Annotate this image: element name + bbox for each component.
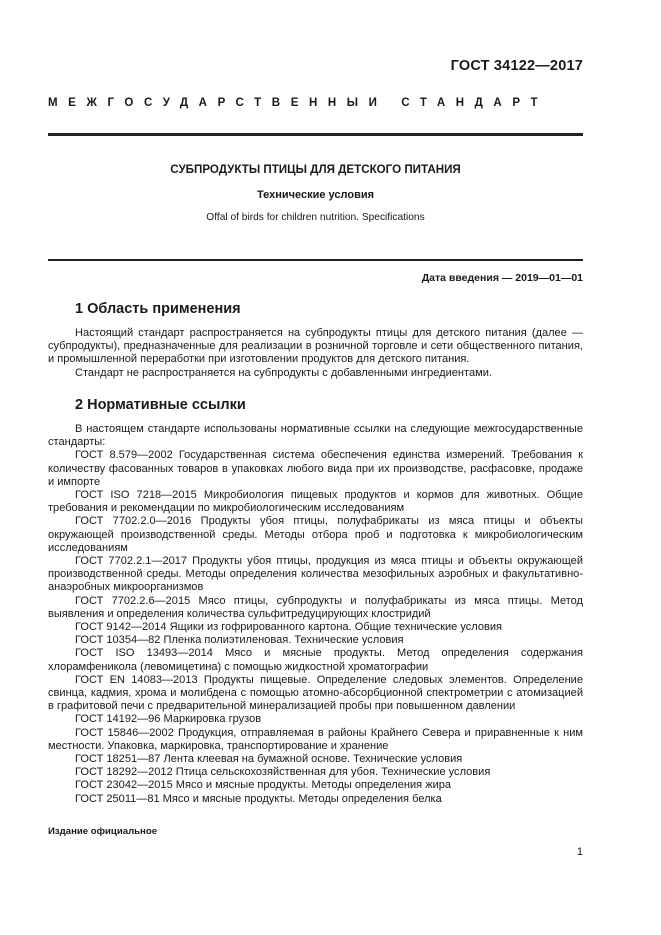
section-heading: 2 Нормативные ссылки xyxy=(75,397,246,413)
reference-item: ГОСТ ISO 13493—2014 Мясо и мясные продукты. Метод определения содержания хлорамфеникола (левомицетина) с помощью жидкостной хроматографии xyxy=(48,647,583,673)
reference-item: ГОСТ 10354—82 Пленка полиэтиленовая. Технические условия xyxy=(75,634,404,647)
reference-item: ГОСТ 7702.2.1—2017 Продукты убоя птицы, продукция из мяса птицы и объекты окружающей производственной среды. Методы определения количества мезофильных аэробных и факультативно-анаэробных микроорганизмов xyxy=(48,555,583,594)
official-edition-note: Издание официальное xyxy=(48,826,158,837)
reference-item: ГОСТ 18251—87 Лента клеевая на бумажной основе. Технические условия xyxy=(75,753,463,766)
interstate-standard-banner: МЕЖГОСУДАРСТВЕННЫЙ СТАНДАРТ xyxy=(48,97,549,109)
page-number: 1 xyxy=(576,846,583,858)
reference-item: ГОСТ 23042—2015 Мясо и мясные продукты. Методы определения жира xyxy=(75,779,452,792)
section-scope xyxy=(48,300,583,380)
paragraph: Стандарт не распространяется на субпродукты с добавленными ингредиентами. xyxy=(75,366,492,379)
paragraph: В настоящем стандарте использованы нормативные ссылки на следующие межгосударственные стандарты: xyxy=(48,423,583,449)
document-subtitle: Технические условия xyxy=(256,189,375,201)
title-rule xyxy=(48,259,583,261)
reference-item: ГОСТ ISO 7218—2015 Микробиология пищевых продуктов и кормов для животных. Общие требования и рекомендации по микробиологическим исследованиям xyxy=(48,489,583,515)
section-normative-references xyxy=(48,396,583,806)
reference-item: ГОСТ 7702.2.0—2016 Продукты убоя птицы, полуфабрикаты из мяса птицы и объекты окружающей производственной среды. Методы отбора проб и подготовка к микробиологическим исследованиям xyxy=(48,515,583,554)
section-heading: 1 Область применения xyxy=(75,301,241,317)
reference-item: ГОСТ 15846—2002 Продукция, отправляемая в районы Крайнего Севера и приравненные к ним местности. Упаковка, маркировка, транспортирование и хранение xyxy=(48,726,583,752)
document-title: СУБПРОДУКТЫ ПТИЦЫ ДЛЯ ДЕТСКОГО ПИТАНИЯ xyxy=(170,163,461,176)
reference-item: ГОСТ 7702.2.6—2015 Мясо птицы, субпродукты и полуфабрикаты из мяса птицы. Метод выявления и определения количества сульфитредуцирующих клостридий xyxy=(48,594,583,620)
reference-item: ГОСТ 14192—96 Маркировка грузов xyxy=(75,713,262,726)
reference-item: ГОСТ 18292—2012 Птица сельскохозяйственная для убоя. Технические условия xyxy=(75,766,491,779)
reference-item: ГОСТ 9142—2014 Ящики из гофрированного картона. Общие технические условия xyxy=(75,621,503,634)
english-title: Offal of birds for children nutrition. Specifications xyxy=(206,212,425,223)
paragraph: Настоящий стандарт распространяется на субпродукты птицы для детского питания (далее — субпродукты), предназначенные для реализации в розничной торговле и сети общественного питания, и промышленной переработки при изготовлении продуктов для детского питания. xyxy=(48,327,583,366)
header-rule xyxy=(48,133,583,136)
reference-item: ГОСТ 25011—81 Мясо и мясные продукты. Методы определения белка xyxy=(75,792,442,805)
reference-item: ГОСТ 8.579—2002 Государственная система обеспечения единства измерений. Требования к количеству фасованных товаров в упаковках любого вида при их производстве, расфасовке, продаже и импорте xyxy=(48,449,583,488)
reference-item: ГОСТ EN 14083—2013 Продукты пищевые. Определение следовых элементов. Определение свинца, кадмия, хрома и молибдена с помощью атомно-абсорбционной спектрометрии с атомизацией в графитовой печи с предварительной минерализацией пробы при повышенном давлении xyxy=(48,673,583,713)
document-code: ГОСТ 34122—2017 xyxy=(450,58,583,74)
introduction-date: Дата введения — 2019—01—01 xyxy=(421,272,583,284)
